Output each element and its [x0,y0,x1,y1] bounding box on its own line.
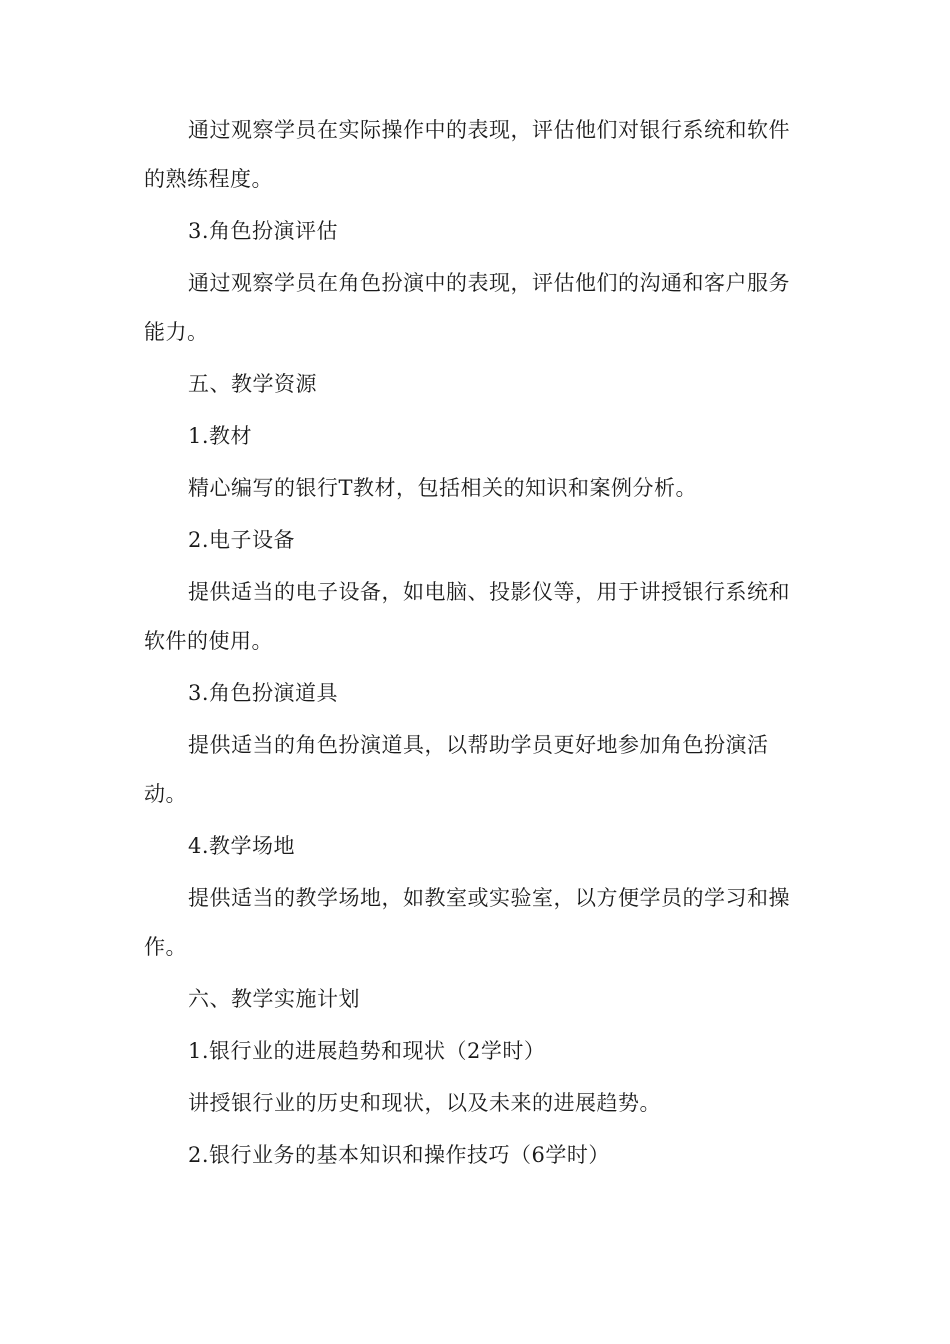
paragraph-textbook: 精心编写的银行T教材，包括相关的知识和案例分析。 [188,476,698,500]
section-heading-teaching-resources: 五、教学资源 [188,372,317,396]
paragraph-banking-trends: 讲授银行业的历史和现状，以及未来的进展趋势。 [188,1091,661,1115]
section-heading-implementation-plan: 六、教学实施计划 [188,987,360,1011]
heading-teaching-venue: 4.教学场地 [188,834,296,858]
heading-banking-basics: 2.银行业务的基本知识和操作技巧（6学时） [188,1143,610,1167]
paragraph-role-play-props: 提供适当的角色扮演道具，以帮助学员更好地参加角色扮演活动。 [144,733,769,806]
paragraph-practical-assessment: 通过观察学员在实际操作中的表现，评估他们对银行系统和软件的熟练程度。 [144,118,790,191]
document-body [144,106,796,1183]
heading-textbook: 1.教材 [188,424,253,448]
paragraph-role-play-assessment: 通过观察学员在角色扮演中的表现，评估他们的沟通和客户服务能力。 [144,271,790,344]
paragraph-teaching-venue: 提供适当的教学场地，如教室或实验室，以方便学员的学习和操作。 [144,886,790,959]
heading-role-play-props: 3.角色扮演道具 [188,681,339,705]
paragraph-electronic-equipment: 提供适当的电子设备，如电脑、投影仪等，用于讲授银行系统和软件的使用。 [144,580,790,653]
heading-role-play-assessment: 3.角色扮演评估 [188,219,339,243]
heading-banking-trends: 1.银行业的进展趋势和现状（2学时） [188,1039,546,1063]
heading-electronic-equipment: 2.电子设备 [188,528,296,552]
